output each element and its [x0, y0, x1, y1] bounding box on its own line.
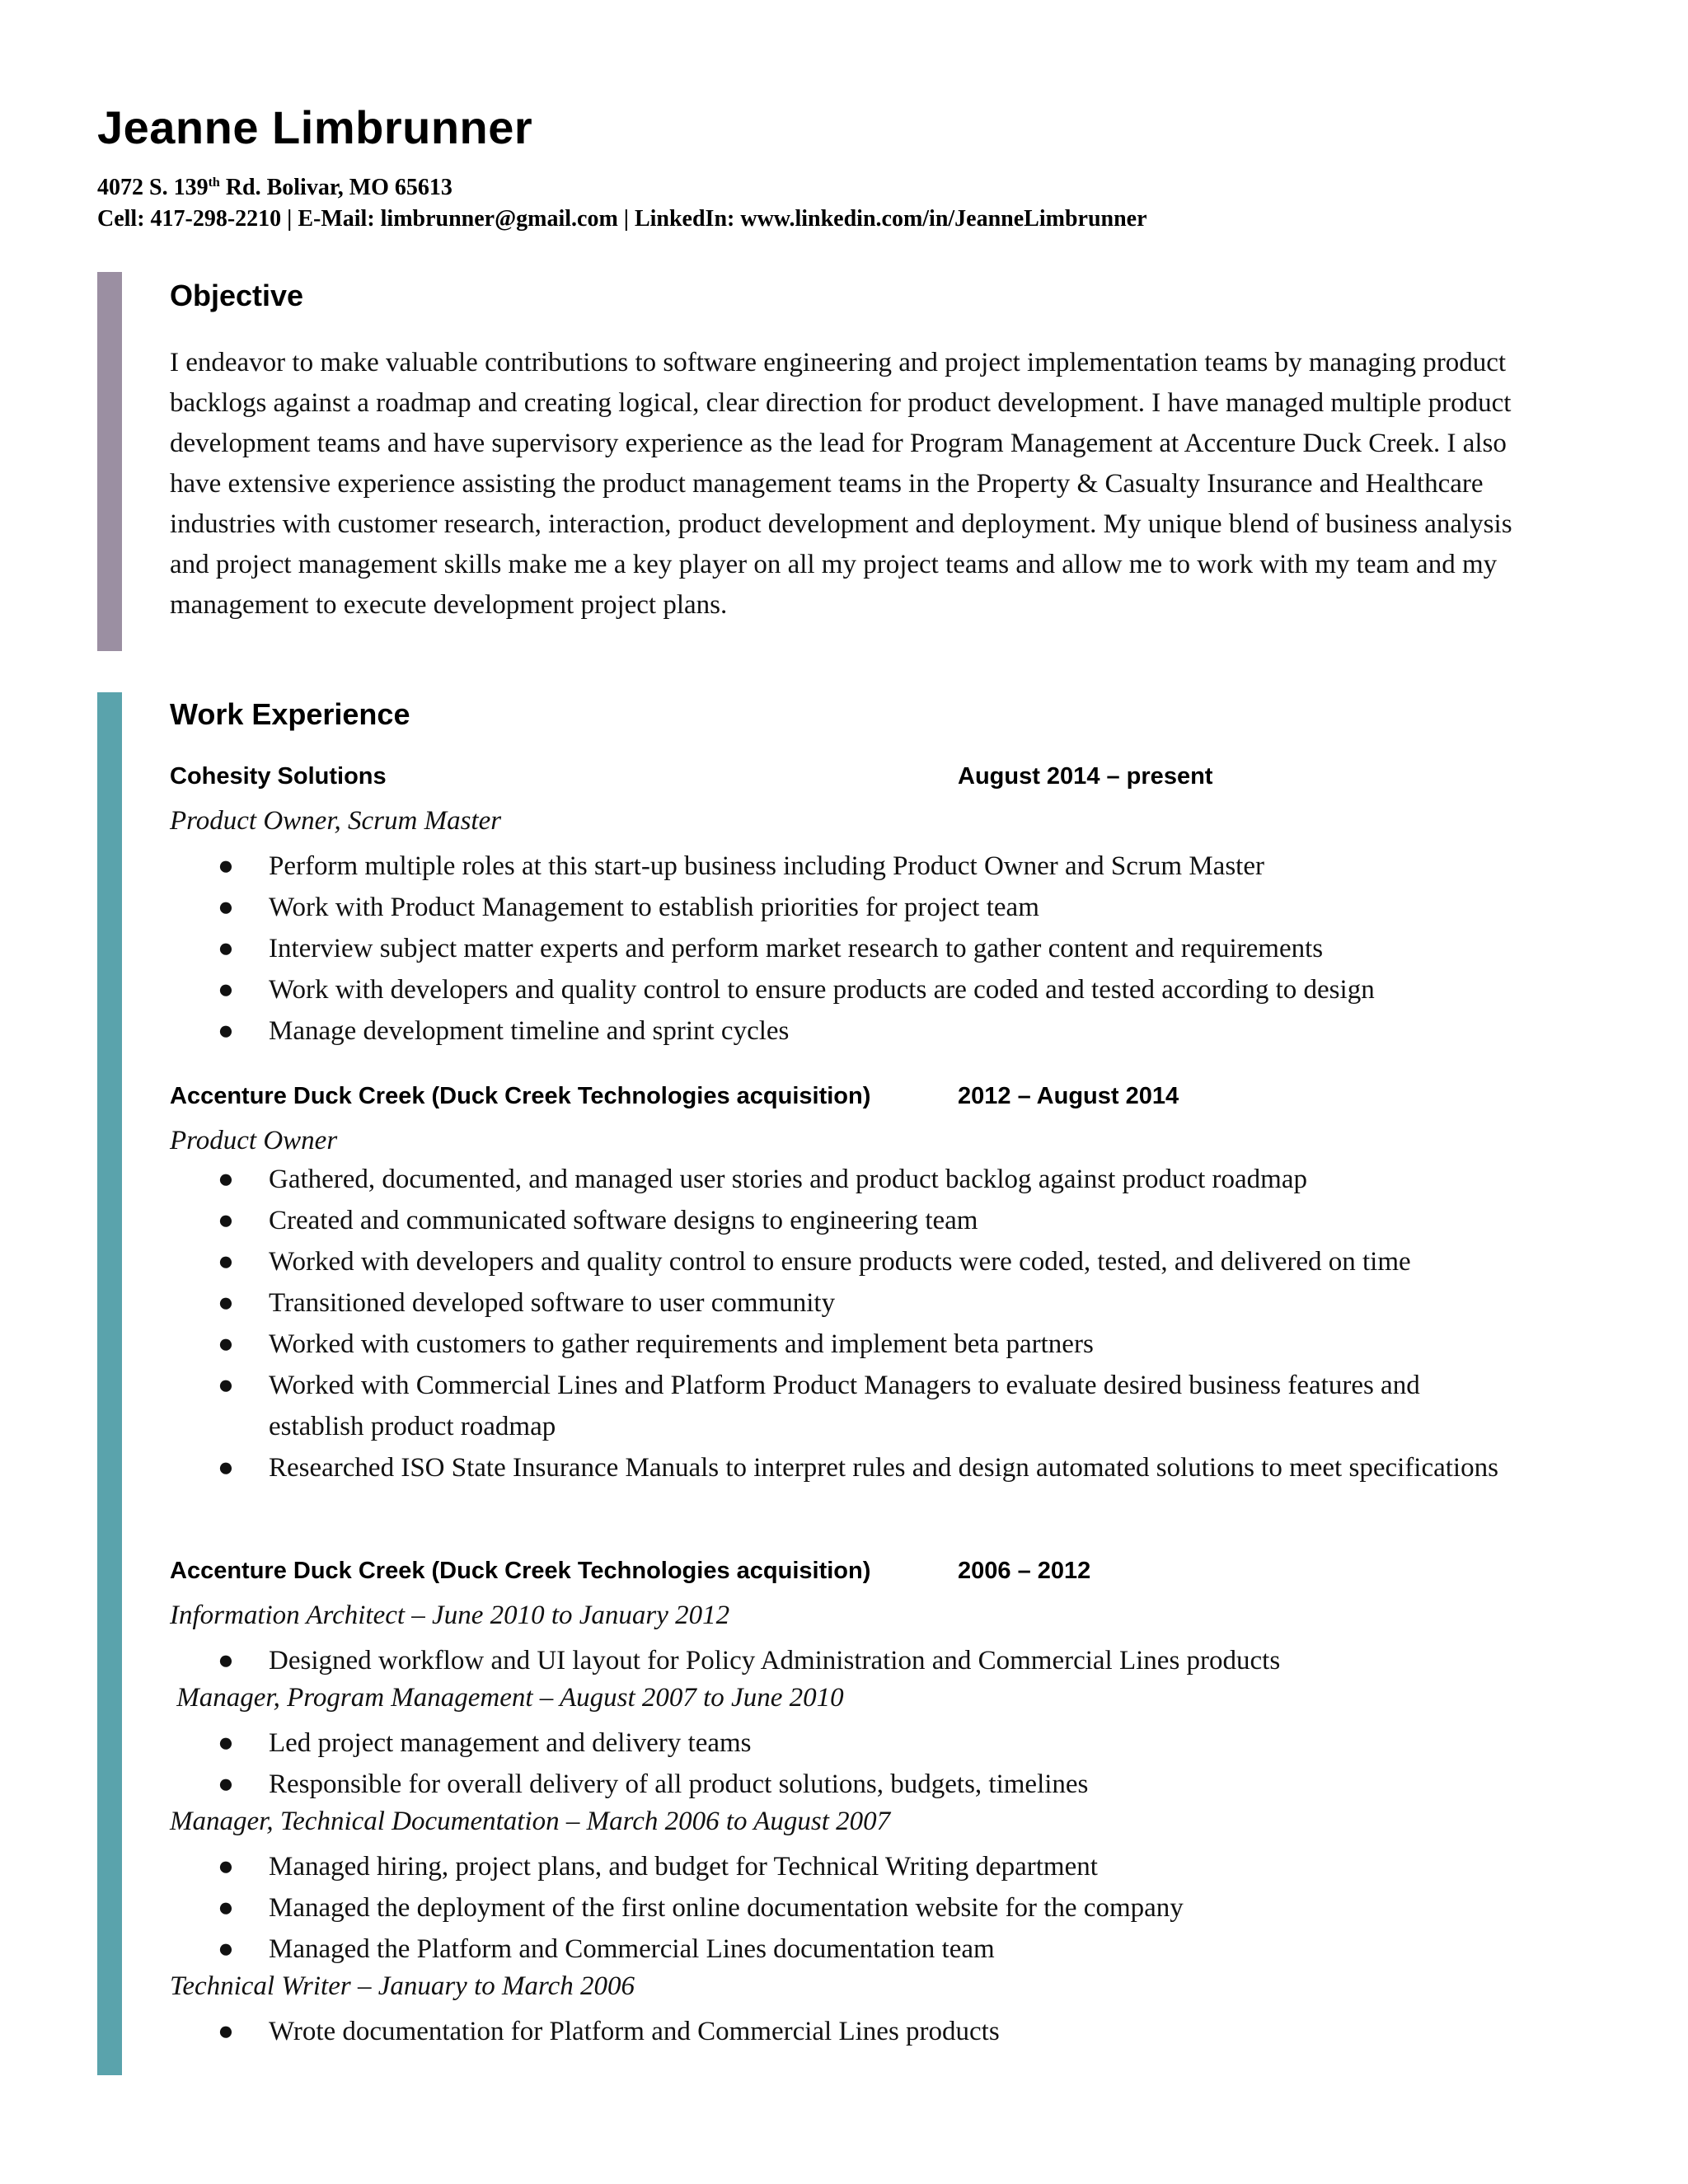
job-dates: 2006 – 2012	[958, 1558, 1091, 1584]
bullet-icon: ●	[218, 1453, 234, 1483]
bullet-text: Designed workflow and UI layout for Policy Administration and Commercial Lines products	[269, 1646, 1281, 1675]
objective-paragraph: I endeavor to make valuable contributions to software engineering and project implementation teams by managing product backlogs against a roadmap and creating logical, clear direction for product development. I have managed multiple product development teams and have supervisory experience as the lead for Program Management at Accenture Duck Creek. I also have extensive experience assisting the product management teams in the Property & Casualty Insurance and Healthcare industries with customer research, interaction, product development and deployment. My unique blend of business analysis and project management skills make me a key player on all my project teams and allow me to work with my team and my management to execute development project plans.	[170, 348, 1512, 620]
job-bullet	[218, 1640, 1505, 1681]
job-bullet	[218, 1200, 1505, 1241]
bullet-icon: ●	[218, 1206, 234, 1235]
bullet-icon: ●	[218, 1728, 234, 1758]
bullet-text: Transitioned developed software to user community	[269, 1288, 836, 1318]
job-bullet	[218, 969, 1505, 1010]
job-bullet	[218, 1764, 1505, 1805]
bullet-text: Worked with developers and quality control to ensure products were coded, tested, and delivered on time	[269, 1247, 1411, 1277]
bullet-icon: ●	[218, 975, 234, 1005]
job-role: Manager, Technical Documentation – March 2006 to August 2007	[170, 1807, 891, 1836]
bullet-icon: ●	[218, 1852, 234, 1882]
job-role: Technical Writer – January to March 2006	[170, 1971, 635, 2001]
address-line	[97, 175, 452, 201]
bullet-text: Wrote documentation for Platform and Commercial Lines products	[269, 2017, 1000, 2046]
job-dates: August 2014 – present	[958, 763, 1213, 790]
bullet-icon: ●	[218, 1934, 234, 1964]
bullet-icon: ●	[218, 2017, 234, 2046]
job-bullet	[218, 1365, 1505, 1447]
bullet-text: Managed the deployment of the first online documentation website for the company	[269, 1893, 1184, 1923]
bullet-text: Gathered, documented, and managed user stories and product backlog against product roadmap	[269, 1165, 1307, 1194]
bullet-text: Managed the Platform and Commercial Lines documentation team	[269, 1934, 995, 1964]
bullet-icon: ●	[218, 1329, 234, 1359]
job-bullet	[218, 928, 1505, 969]
job-bullet	[218, 1447, 1505, 1488]
address-ordinal: th	[208, 176, 220, 190]
contact-line: Cell: 417-298-2210 | E-Mail: limbrunner@gmail.com | LinkedIn: www.linkedin.com/in/JeanneLimbrunner	[97, 206, 1147, 232]
job-company: Accenture Duck Creek (Duck Creek Technologies acquisition)	[170, 1083, 871, 1109]
work-accent-bar	[97, 692, 122, 2075]
job-bullet	[218, 1282, 1505, 1324]
bullet-text: Managed hiring, project plans, and budget for Technical Writing department	[269, 1852, 1098, 1882]
bullet-text: Worked with Commercial Lines and Platform Product Managers to evaluate desired business features and establish product roadmap	[269, 1371, 1420, 1441]
job-role: Product Owner	[170, 1126, 338, 1155]
job-bullet	[218, 1241, 1505, 1282]
bullet-text: Worked with customers to gather requirements and implement beta partners	[269, 1329, 1094, 1359]
bullet-text: Perform multiple roles at this start-up business including Product Owner and Scrum Master	[269, 851, 1264, 881]
bullet-text: Manage development timeline and sprint cycles	[269, 1016, 790, 1046]
job-bullet	[218, 1159, 1505, 1200]
job-bullet	[218, 2011, 1505, 2052]
bullet-icon: ●	[218, 1247, 234, 1277]
bullet-text: Created and communicated software designs to engineering team	[269, 1206, 978, 1235]
address-street: 4072 S. 139	[97, 175, 209, 200]
job-company: Accenture Duck Creek (Duck Creek Technologies acquisition)	[170, 1558, 871, 1584]
objective-heading: Objective	[170, 279, 304, 312]
bullet-icon: ●	[218, 1646, 234, 1675]
bullet-text: Led project management and delivery teams	[269, 1728, 752, 1758]
job-role: Product Owner, Scrum Master	[170, 806, 502, 836]
objective-accent-bar	[97, 272, 122, 651]
bullet-text: Work with developers and quality control to ensure products are coded and tested according to design	[269, 975, 1375, 1005]
bullet-icon: ●	[218, 1016, 234, 1046]
job-bullet	[218, 1010, 1505, 1052]
bullet-icon: ●	[218, 893, 234, 922]
bullet-icon: ●	[218, 1769, 234, 1799]
job-bullet	[218, 1722, 1505, 1764]
job-role: Information Architect – June 2010 to January 2012	[170, 1601, 730, 1630]
bullet-icon: ●	[218, 851, 234, 881]
bullet-icon: ●	[218, 1288, 234, 1318]
job-dates: 2012 – August 2014	[958, 1083, 1179, 1109]
address-city: Rd. Bolivar, MO 65613	[219, 175, 452, 200]
job-bullet	[218, 1846, 1505, 1887]
job-company: Cohesity Solutions	[170, 763, 387, 790]
bullet-text: Interview subject matter experts and perform market research to gather content and requirements	[269, 934, 1324, 963]
bullet-icon: ●	[218, 1371, 234, 1400]
job-bullet	[218, 887, 1505, 928]
job-bullet	[218, 1929, 1505, 1970]
bullet-text: Responsible for overall delivery of all product solutions, budgets, timelines	[269, 1769, 1089, 1799]
bullet-icon: ●	[218, 1165, 234, 1194]
job-bullet	[218, 1887, 1505, 1929]
job-bullet	[218, 1324, 1505, 1365]
bullet-text: Work with Product Management to establish priorities for project team	[269, 893, 1039, 922]
candidate-name: Jeanne Limbrunner	[97, 101, 533, 153]
job-bullet	[218, 846, 1505, 887]
bullet-icon: ●	[218, 1893, 234, 1923]
work-experience-heading: Work Experience	[170, 697, 410, 731]
bullet-icon: ●	[218, 934, 234, 963]
job-role: Manager, Program Management – August 2007 to June 2010	[170, 1683, 844, 1713]
bullet-text: Researched ISO State Insurance Manuals to interpret rules and design automated solutions to meet specifications	[269, 1453, 1498, 1483]
